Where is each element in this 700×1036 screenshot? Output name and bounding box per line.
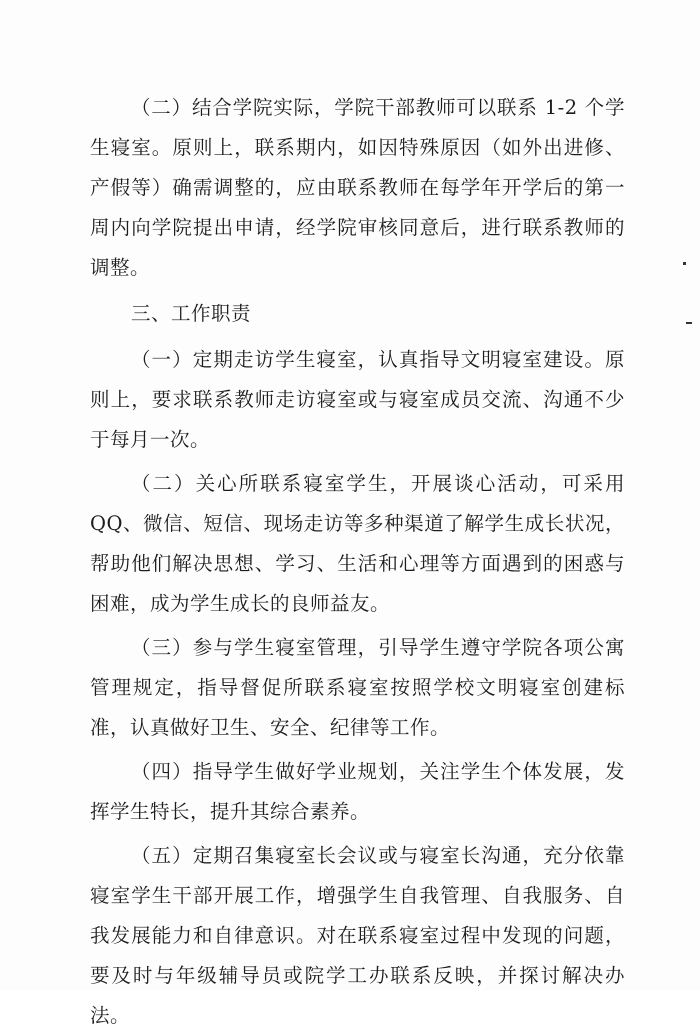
paragraph-3-1: （一）定期走访学生寝室，认真指导文明寝室建设。原则上，要求联系教师走访寝室或与寝室成员交流、沟通不少于每月一次。 [90,348,625,451]
paragraph-3-5: （五）定期召集寝室长会议或与寝室长沟通，充分依靠寝室学生干部开展工作，增强学生自我管理、自我服务、自我发展能力和自律意识。对在联系寝室过程中发现的问题，要及时与年级辅导员或院学工办联系反映，并探讨解决办法。 [90,844,625,1027]
scan-mark [683,262,686,265]
paragraph-3-2: （二）关心所联系寝室学生，开展谈心活动，可采用 QQ、微信、短信、现场走访等多种渠道了解学生成长状况，帮助他们解决思想、学习、生活和心理等方面遇到的困惑与困难，成为学生成长的良师益友。 [90,472,625,615]
paragraph-2-2: （二）结合学院实际，学院干部教师可以联系 1-2 个学生寝室。原则上，联系期内，如因特殊原因（如外出进修、产假等）确需调整的，应由联系教师在每学年开学后的第一周内向学院提出申请，经学院审核同意后，进行联系教师的调整。 [90,96,625,279]
paragraph-3-4: （四）指导学生做好学业规划，关注学生个体发展，发挥学生特长，提升其综合素养。 [90,760,625,823]
section-heading-work-duties: 三、工作职责 [130,302,251,325]
scan-mark [686,322,692,324]
paragraph-3-3: （三）参与学生寝室管理，引导学生遵守学院各项公寓管理规定，指导督促所联系寝室按照学校文明寝室创建标准，认真做好卫生、安全、纪律等工作。 [90,636,625,739]
document-body [90,88,625,1036]
paragraph-gap [90,288,625,292]
